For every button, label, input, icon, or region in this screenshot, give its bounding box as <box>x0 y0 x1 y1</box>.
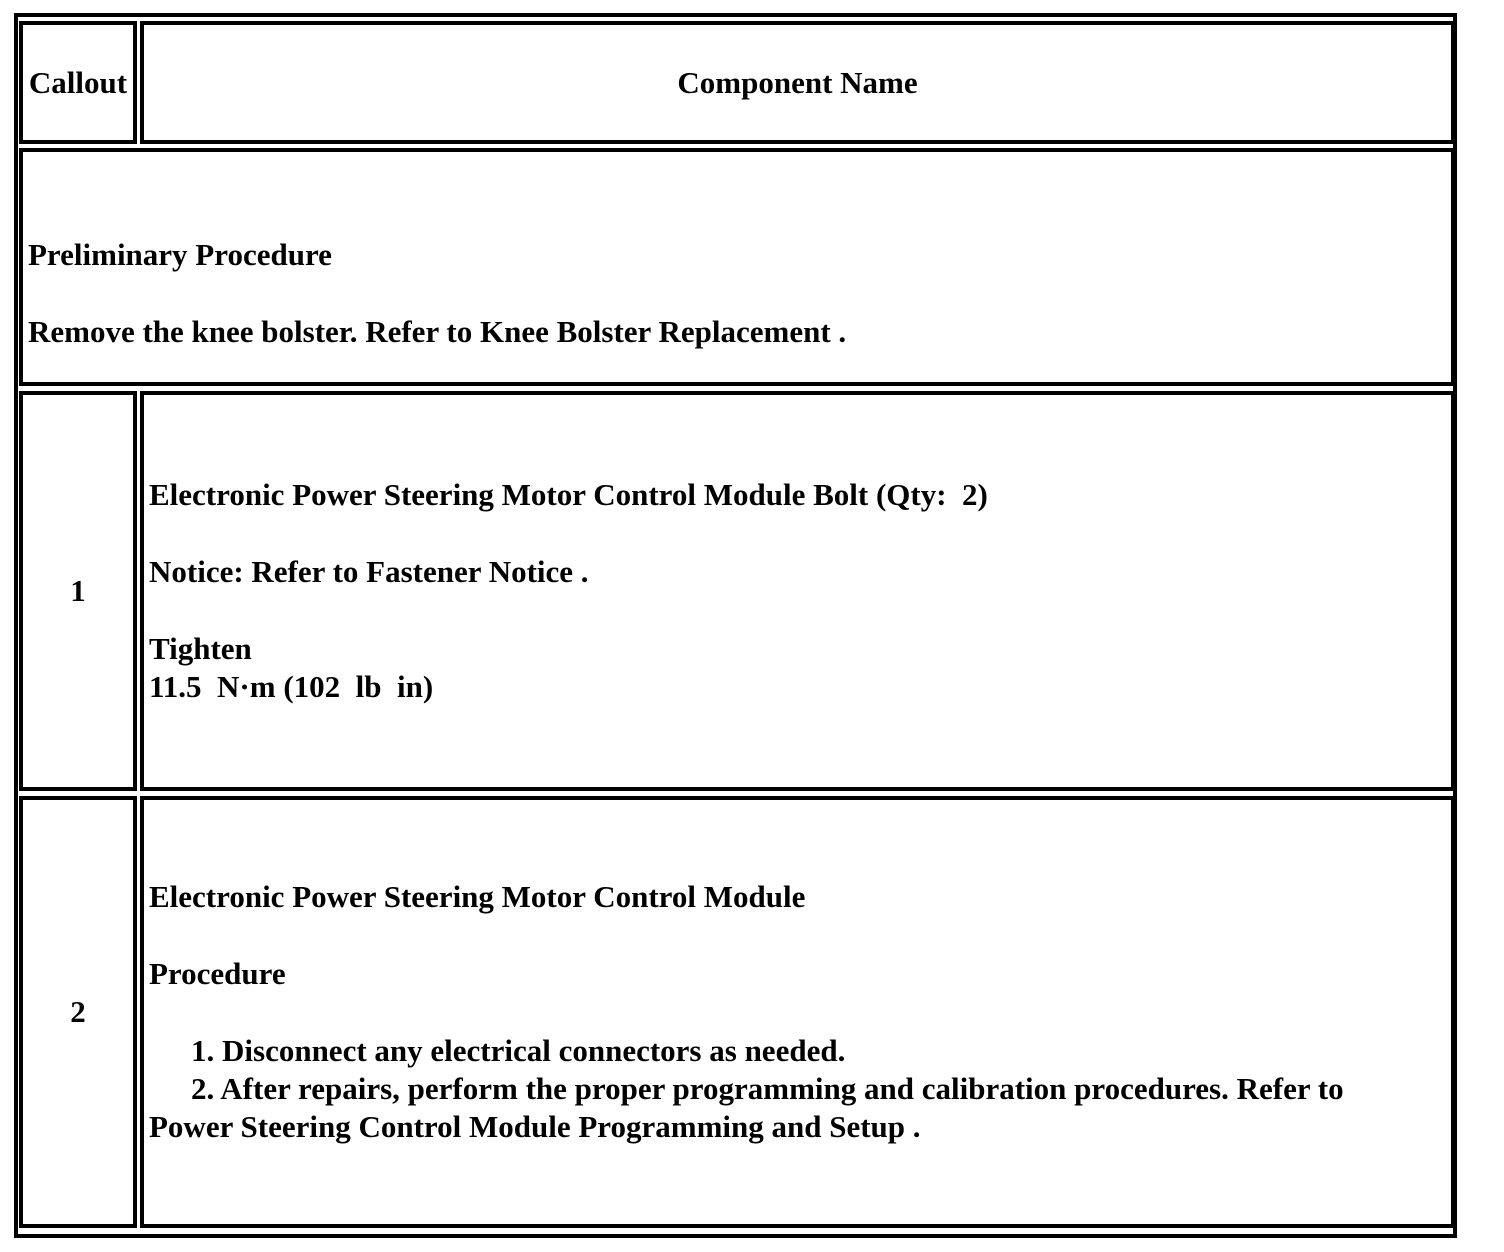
procedure-step-1: 1. Disconnect any electrical connectors as needed. <box>191 1033 846 1068</box>
header-callout: Callout <box>28 64 128 100</box>
header-component-name-cell <box>140 21 1455 144</box>
header-component-name: Component Name <box>677 64 918 100</box>
callout-cell-2 <box>19 796 137 1228</box>
tighten-label: Tighten <box>149 631 252 666</box>
component-name-2: Electronic Power Steering Motor Control Module <box>149 879 806 914</box>
procedure-step-2: 2. After repairs, perform the proper programming and calibration procedures. Refer to <box>191 1071 1344 1106</box>
procedure-step-2-continuation: Power Steering Control Module Programming and Setup . <box>149 1109 921 1144</box>
preliminary-procedure-title: Preliminary Procedure <box>28 237 332 272</box>
preliminary-procedure-text: Remove the knee bolster. Refer to Knee Bolster Replacement . <box>28 314 847 349</box>
component-cell-2 <box>140 796 1455 1228</box>
fastener-notice: Notice: Refer to Fastener Notice . <box>149 554 589 589</box>
component-name-1: Electronic Power Steering Motor Control Module Bolt (Qty: 2) <box>149 477 988 512</box>
component-cell-1 <box>140 391 1455 791</box>
callout-number-1: 1 <box>70 573 86 608</box>
callout-cell-1 <box>19 391 137 791</box>
header-callout-cell <box>19 21 137 144</box>
procedure-label: Procedure <box>149 956 286 991</box>
torque-spec: 11.5 N·m (102 lb in) <box>149 669 434 704</box>
preliminary-procedure-cell <box>19 148 1455 386</box>
callout-number-2: 2 <box>70 994 86 1029</box>
